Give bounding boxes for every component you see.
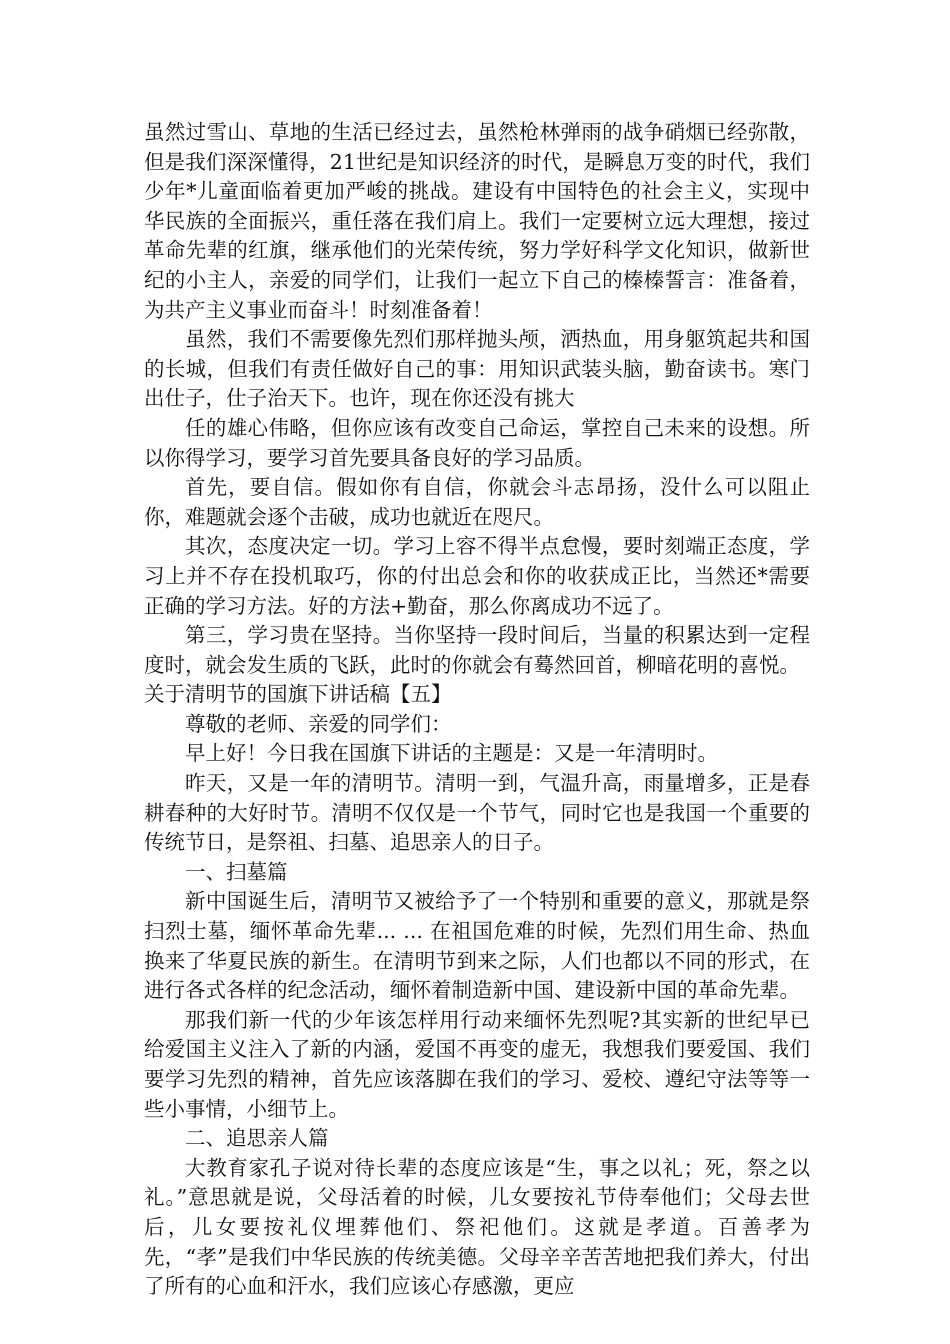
paragraph-1: 虽然过雪山、草地的生活已经过去，虽然枪林弹雨的战争硝烟已经弥散，但是我们深深懂得，21世纪是知识经济的时代，是瞬息万变的时代，我们少年*儿童面临着更加严峻的挑战。建设有中国特色的社会主义，实现中华民族的全面振兴，重任落在我们肩上。我们一定要树立远大理想，接过革命先辈的红旗，继承他们的光荣传统，努力学好科学文化知识，做新世纪的小主人，亲爱的同学们，让我们一起立下自己的榛榛誓言：准备着，为共产主义事业而奋斗！时刻准备着！: [144, 120, 810, 322]
paragraph-2: 虽然，我们不需要像先烈们那样抛头颅，洒热血，用身躯筑起共和国的长城，但我们有责任做好自己的事：用知识武装头脑，勤奋读书。寒门出仕子，仕子治天下。也许，现在你还没有挑大: [144, 327, 810, 411]
salutation: 尊敬的老师、亲爱的同学们：: [185, 711, 452, 736]
paragraph-qingming: 昨天，又是一年的清明节。清明一到，气温升高，雨量增多，正是春耕春种的大好时节。清明不仅仅是一个节气，同时它也是我国一个重要的传统节日，是祭祖、扫墓、追思亲人的日子。: [144, 771, 810, 855]
paragraph-zhuisi-1: 大教育家孔子说对待长辈的态度应该是“生，事之以礼；死，祭之以礼。”意思就是说，父母活着的时候，儿女要按礼节侍奉他们；父母去世后，儿女要按礼仪埋葬他们、祭祀他们。这就是孝道。百善孝为先，“孝”是我们中华民族的传统美德。父母辛辛苦苦地把我们养大，付出了所有的心血和汗水，我们应该心存感激，更应: [144, 1155, 810, 1299]
document-page: [144, 118, 810, 1302]
paragraph-saomu-1: 新中国诞生后，清明节又被给予了一个特别和重要的意义，那就是祭扫烈士墓，缅怀革命先辈... ... 在祖国危难的时候，先烈们用生命、热血换来了华夏民族的新生。在清明节到来之际，人们也都以不同的形式，在进行各式各样的纪念活动，缅怀着制造新中国、建设新中国的革命先辈。: [144, 889, 810, 1003]
paragraph-4: 首先，要自信。假如你有自信，你就会斗志昂扬，没什么可以阻止你，难题就会逐个击破，成功也就近在咫尺。: [144, 475, 810, 529]
paragraph-6: 第三，学习贵在坚持。当你坚持一段时间后，当量的积累达到一定程度时，就会发生质的飞跃，此时的你就会有蓦然回首，柳暗花明的喜悦。: [144, 623, 810, 677]
greeting: 早上好！今日我在国旗下讲话的主题是：又是一年清明时。: [185, 741, 718, 766]
subheading-zhuisi: 二、追思亲人篇: [185, 1126, 329, 1151]
paragraph-saomu-2: 那我们新一代的少年该怎样用行动来缅怀先烈呢?其实新的世纪早已给爱国主义注入了新的内涵，爱国不再变的虚无，我想我们要爱国、我们要学习先烈的精神，首先应该落脚在我们的学习、爱校、遵纪守法等等一些小事情，小细节上。: [144, 1007, 810, 1121]
paragraph-3: 任的雄心伟略，但你应该有改变自己命运，掌控自己未来的设想。所以你得学习，要学习首先要具备良好的学习品质。: [144, 415, 810, 470]
paragraph-5: 其次，态度决定一切。学习上容不得半点怠慢，要时刻端正态度，学习上并不存在投机取巧，你的付出总会和你的收获成正比，当然还*需要正确的学习方法。好的方法+勤奋，那么你离成功不远了。: [144, 534, 810, 618]
subheading-saomu: 一、扫墓篇: [185, 859, 288, 884]
section-title: 关于清明节的国旗下讲话稿【五】: [144, 682, 452, 707]
